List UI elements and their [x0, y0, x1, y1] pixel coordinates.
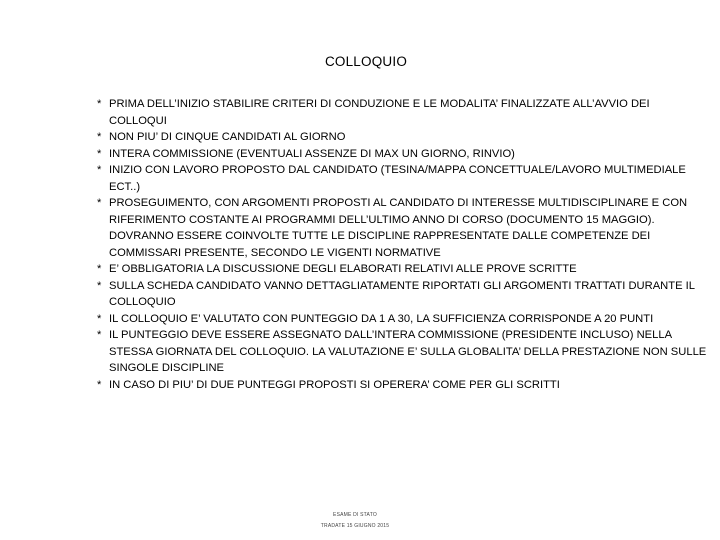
bullet-marker: * — [97, 312, 102, 325]
bullet-marker: * — [97, 98, 102, 110]
bullet-text: INIZIO CON LAVORO PROPOSTO DAL CANDIDATO (TESINA/MAPPA CONCETTUALE/LAVORO MULTIMEDIALE ECT..) — [109, 164, 686, 193]
bullet-marker: * — [97, 279, 102, 292]
bullet-item — [97, 311, 707, 328]
bullet-item — [97, 327, 707, 377]
footer-date: TRADATE 15 GIUGNO 2015 — [320, 523, 390, 529]
bullet-item — [97, 96, 707, 129]
bullet-item — [97, 261, 707, 278]
bullet-item — [97, 377, 707, 394]
bullet-text: E’ OBBLIGATORIA LA DISCUSSIONE DEGLI ELABORATI RELATIVI ALLE PROVE SCRITTE — [109, 263, 577, 275]
bullet-item — [97, 129, 707, 146]
bullet-marker: * — [97, 131, 102, 143]
bullet-marker: * — [97, 263, 102, 275]
bullet-marker: * — [97, 378, 102, 391]
footer-event: ESAME DI STATO — [333, 512, 377, 518]
bullet-text: INTERA COMMISSIONE (EVENTUALI ASSENZE DI MAX UN GIORNO, RINVIO) — [109, 147, 515, 160]
bullet-text: PRIMA DELL’INIZIO STABILIRE CRITERI DI CONDUZIONE E LE MODALITA’ FINALIZZATE ALL’AVVIO DEI COLLOQUI — [109, 98, 650, 127]
bullet-item — [97, 146, 707, 163]
slide-title: COLLOQUIO — [324, 54, 408, 69]
bullet-list — [97, 96, 707, 393]
bullet-text: PROSEGUIMENTO, CON ARGOMENTI PROPOSTI AL CANDIDATO DI INTERESSE MULTIDISCIPLINARE E CON RIFERIMENTO COSTANTE AI PROGRAMMI DELL’ULTIMO ANNO DI CORSO (DOCUMENTO 15 MAGGIO). DOVRANNO ESSERE COINVOLTE TUTTE LE DISCIPLINE RAPPRESENTATE DALLE COMPETENZE DEI COMMISSARI PRESENTE, SECONDO LE VIGENTI NORMATIVE — [109, 197, 688, 259]
bullet-item — [97, 162, 707, 195]
bullet-item — [97, 278, 707, 311]
bullet-text: NON PIU’ DI CINQUE CANDIDATI AL GIORNO — [109, 131, 346, 143]
bullet-marker: * — [97, 164, 102, 176]
bullet-text: SULLA SCHEDA CANDIDATO VANNO DETTAGLIATAMENTE RIPORTATI GLI ARGOMENTI TRATTATI DURANTE IL COLLOQUIO — [109, 279, 695, 308]
bullet-marker: * — [97, 329, 102, 341]
bullet-text: IL COLLOQUIO E’ VALUTATO CON PUNTEGGIO DA 1 A 30, LA SUFFICIENZA CORRISPONDE A 20 PUNTI — [109, 312, 654, 325]
bullet-item — [97, 195, 707, 261]
bullet-text: IN CASO DI PIU’ DI DUE PUNTEGGI PROPOSTI SI OPERERA’ COME PER GLI SCRITTI — [109, 378, 560, 391]
bullet-text: IL PUNTEGGIO DEVE ESSERE ASSEGNATO DALL’INTERA COMMISSIONE (PRESIDENTE INCLUSO) NELLA STESSA GIORNATA DEL COLLOQUIO. LA VALUTAZIONE E’ SULLA GLOBALITA’ DELLA PRESTAZIONE NON SULLE SINGOLE DISCIPLINE — [109, 329, 707, 374]
bullet-marker: * — [97, 147, 102, 160]
bullet-marker: * — [97, 197, 102, 209]
